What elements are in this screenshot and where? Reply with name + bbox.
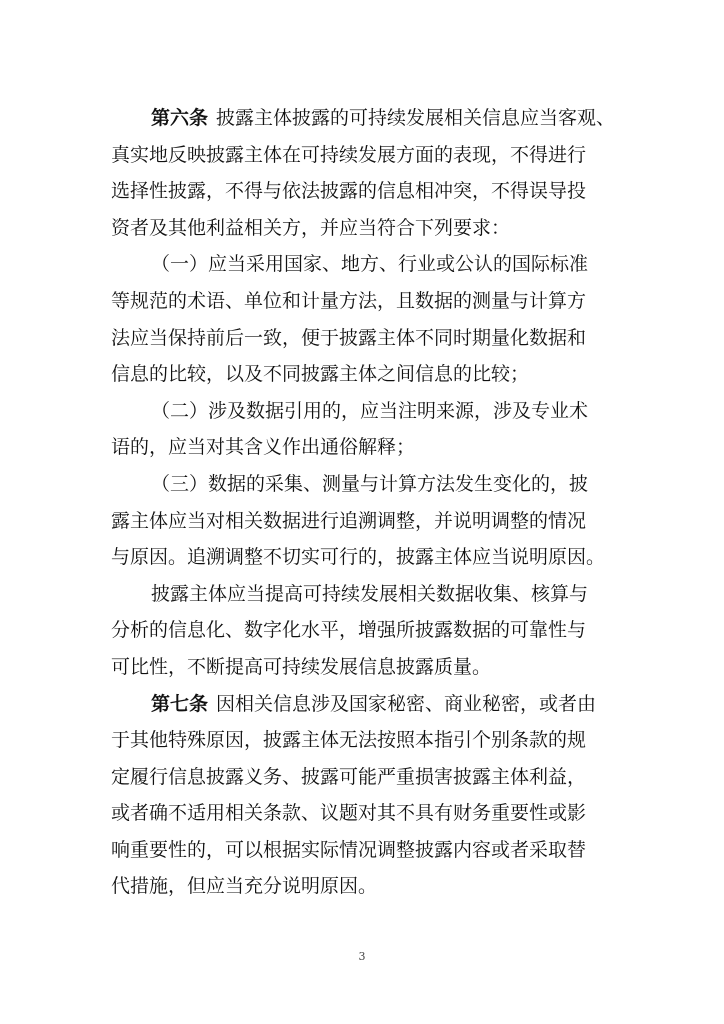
article-7-line-2: 于其他特殊原因，披露主体无法按照本指引个别条款的规	[111, 729, 587, 752]
quality-line-3: 可比性，不断提高可持续发展信息披露质量。	[111, 655, 492, 678]
article-7-line-5: 响重要性的，可以根据实际情况调整披露内容或者采取替	[111, 838, 587, 861]
data-quality-paragraph	[111, 576, 621, 686]
article-6-line-2: 真实地反映披露主体在可持续发展方面的表现，不得进行	[111, 143, 587, 166]
article-7-line-1	[111, 686, 621, 723]
article-7-line-4: 或者确不适用相关条款、议题对其不具有财务重要性或影	[111, 802, 587, 825]
article-7-text: 因相关信息涉及国家秘密、商业秘密，或者由	[216, 692, 597, 715]
document-body	[111, 100, 621, 905]
item-3-line-2: 露主体应当对相关数据进行追溯调整，并说明调整的情况	[111, 509, 587, 532]
item-3-line-3: 与原因。追溯调整不切实可行的，披露主体应当说明原因。	[111, 546, 606, 569]
quality-line-2: 分析的信息化、数字化水平，增强所披露数据的可靠性与	[111, 619, 587, 642]
article-7-line-3: 定履行信息披露义务、披露可能严重损害披露主体利益，	[111, 765, 587, 788]
item-2-line-2: 语的，应当对其含义作出通俗解释；	[111, 436, 416, 459]
article-6-line-3: 选择性披露，不得与依法披露的信息相冲突，不得误导投	[111, 180, 587, 203]
article-6-line-1	[111, 100, 621, 137]
article-6	[111, 100, 621, 246]
article-7	[111, 686, 621, 906]
article-6-item-2	[111, 393, 621, 466]
article-6-line-4: 资者及其他利益相关方，并应当符合下列要求：	[111, 216, 511, 239]
article-6-item-1	[111, 246, 621, 392]
article-6-heading: 第六条	[151, 107, 209, 129]
item-1-line-4: 信息的比较，以及不同披露主体之间信息的比较；	[111, 363, 530, 386]
item-1-line-2: 等规范的术语、单位和计量方法，且数据的测量与计算方	[111, 289, 587, 312]
page-number: 3	[358, 950, 366, 963]
article-6-text: 披露主体披露的可持续发展相关信息应当客观、	[216, 107, 616, 129]
article-7-heading: 第七条	[151, 692, 209, 715]
article-6-item-3	[111, 466, 621, 576]
item-2-line-1: （二）涉及数据引用的，应当注明来源，涉及专业术	[151, 399, 589, 422]
article-7-line-6: 代措施，但应当充分说明原因。	[111, 875, 378, 898]
item-1-line-3: 法应当保持前后一致，便于披露主体不同时期量化数据和	[111, 326, 587, 349]
item-3-line-1: （三）数据的采集、测量与计算方法发生变化的，披	[151, 472, 589, 495]
quality-line-1: 披露主体应当提高可持续发展相关数据收集、核算与	[151, 582, 589, 605]
item-1-line-1: （一）应当采用国家、地方、行业或公认的国际标准	[151, 253, 589, 276]
